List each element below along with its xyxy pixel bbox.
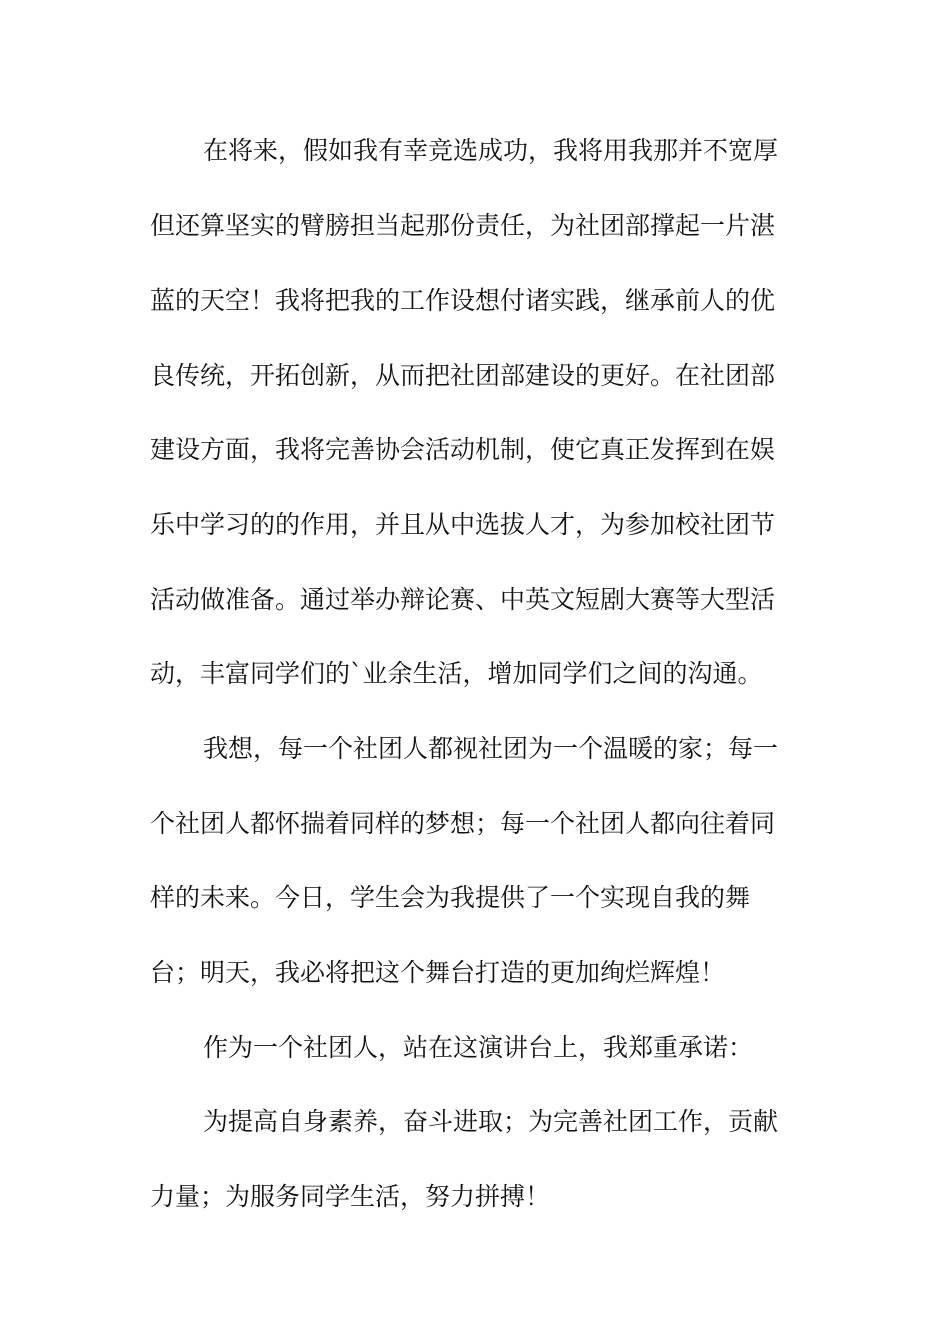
paragraph-1-line-7: 活动做准备。通过举办辩论赛、中英文短剧大赛等大型活 <box>150 585 776 614</box>
paragraph-1-line-6: 乐中学习的的作用，并且从中选拔人才，为参加校社团节 <box>150 510 776 539</box>
paragraph-1-line-3: 蓝的天空！我将把我的工作设想付诸实践，继承前人的优 <box>150 286 776 315</box>
paragraph-2-line-4: 台；明天，我必将把这个舞台打造的更加绚烂辉煌！ <box>150 958 726 987</box>
paragraph-1-line-1: 在将来，假如我有幸竞选成功，我将用我那并不宽厚 <box>203 136 779 165</box>
paragraph-4-line-2: 力量；为服务同学生活，努力拼搏！ <box>150 1182 551 1211</box>
paragraph-2-line-2: 个社团人都怀揣着同样的梦想；每一个社团人都向往着同 <box>150 809 776 838</box>
paragraph-2-line-1: 我想，每一个社团人都视社团为一个温暖的家；每一 <box>203 734 779 763</box>
paragraph-3-line-1: 作为一个社团人，站在这演讲台上，我郑重承诺： <box>203 1033 754 1062</box>
paragraph-1-line-8: 动，丰富同学们的`业余生活，增加同学们之间的沟通。 <box>150 659 763 688</box>
paragraph-4-line-1: 为提高自身素养，奋斗进取；为完善社团工作，贡献 <box>203 1107 779 1136</box>
paragraph-1-line-5: 建设方面，我将完善协会活动机制，使它真正发挥到在娱 <box>150 435 776 464</box>
paragraph-1-line-4: 良传统，开拓创新，从而把社团部建设的更好。在社团部 <box>150 361 776 390</box>
paragraph-2-line-3: 样的未来。今日，学生会为我提供了一个实现自我的舞 <box>150 883 751 912</box>
paragraph-1-line-2: 但还算坚实的臂膀担当起那份责任，为社团部撑起一片湛 <box>150 211 776 240</box>
